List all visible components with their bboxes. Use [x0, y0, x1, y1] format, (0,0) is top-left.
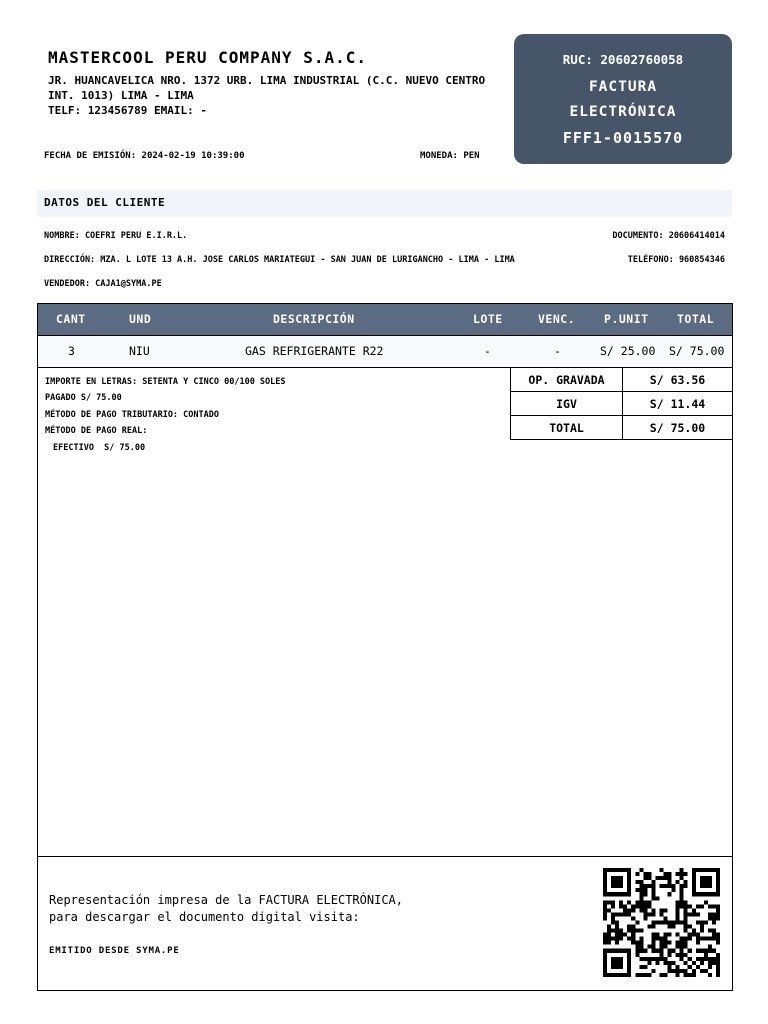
document-number: FFF1-0015570: [562, 129, 684, 147]
total-label: TOTAL: [511, 416, 623, 440]
client-name: NOMBRE: COEFRI PERU E.I.R.L.: [44, 231, 188, 241]
document-type-line2: ELECTRÓNICA: [569, 104, 677, 120]
header-und: UND: [129, 312, 152, 326]
real-payment-method: MÉTODO DE PAGO REAL:: [45, 426, 148, 436]
header-cant: CANT: [56, 312, 86, 326]
cell-cant: 3: [68, 344, 75, 358]
igv-value: S/ 11.44: [623, 392, 733, 416]
document-id-box: [514, 34, 732, 164]
client-address: DIRECCIÓN: MZA. L LOTE 13 A.H. JOSE CARLOS MARIATEGUI - SAN JUAN DE LURIGANCHO - LIMA - LIMA: [44, 255, 515, 265]
tax-payment-method: MÉTODO DE PAGO TRIBUTARIO: CONTADO: [45, 410, 219, 420]
footer-line1-prefix: Representación impresa de la: [49, 893, 259, 907]
header-descripcion: DESCRIPCIÓN: [273, 312, 355, 326]
totals-row: [511, 392, 733, 416]
footer-line1-suffix: ,: [395, 893, 404, 907]
company-name: MASTERCOOL PERU COMPANY S.A.C.: [48, 48, 367, 67]
client-section-header: [37, 190, 732, 217]
paid-amount: PAGADO S/ 75.00: [45, 393, 122, 403]
footer-line1: [49, 893, 403, 907]
header-venc: VENC.: [538, 312, 576, 326]
op-gravada-label: OP. GRAVADA: [511, 368, 623, 392]
company-contact: TELF: 123456789 EMAIL: -: [48, 104, 207, 117]
totals-table: [510, 367, 733, 440]
document-type-line1: FACTURA: [588, 79, 658, 95]
cell-total: S/ 75.00: [669, 344, 725, 358]
client-section-title: DATOS DEL CLIENTE: [44, 196, 166, 209]
table-row: [38, 336, 732, 368]
items-table-header: [38, 304, 732, 336]
document-type: [514, 75, 732, 125]
footer-doc-type: FACTURA ELECTRÓNICA: [258, 893, 396, 907]
footer-line2: para descargar el documento digital visita:: [49, 910, 360, 924]
cell-punit: S/ 25.00: [600, 344, 656, 358]
cell-venc: -: [554, 344, 561, 358]
company-address: JR. HUANCAVELICA NRO. 1372 URB. LIMA INDUSTRIAL (C.C. NUEVO CENTRO INT. 1013) LIMA - LIMA: [48, 74, 486, 102]
op-gravada-value: S/ 63.56: [623, 368, 733, 392]
header-punit: P.UNIT: [604, 312, 649, 326]
footer-divider: [38, 856, 732, 857]
cell-descripcion: GAS REFRIGERANTE R22: [245, 344, 384, 358]
totals-row: [511, 416, 733, 440]
client-phone: TELÉFONO: 960854346: [627, 255, 725, 265]
header-lote: LOTE: [473, 312, 503, 326]
igv-label: IGV: [511, 392, 623, 416]
emitted-from: EMITIDO DESDE SYMA.PE: [49, 946, 180, 956]
ruc-number: RUC: 20602760058: [562, 52, 684, 67]
issue-date: FECHA DE EMISIÓN: 2024-02-19 10:39:00: [44, 151, 245, 161]
amount-in-words: IMPORTE EN LETRAS: SETENTA Y CINCO 00/100 SOLES: [45, 377, 286, 387]
seller: VENDEDOR: CAJA1@SYMA.PE: [44, 279, 162, 289]
header-total: TOTAL: [677, 312, 715, 326]
currency: MONEDA: PEN: [420, 151, 480, 161]
client-document: DOCUMENTO: 20606414014: [612, 231, 725, 241]
cash-payment: EFECTIVO S/ 75.00: [53, 443, 146, 453]
qr-code-icon: [603, 868, 720, 977]
cell-und: NIU: [129, 344, 150, 358]
totals-row: [511, 368, 733, 392]
cell-lote: -: [484, 344, 491, 358]
total-value: S/ 75.00: [623, 416, 733, 440]
